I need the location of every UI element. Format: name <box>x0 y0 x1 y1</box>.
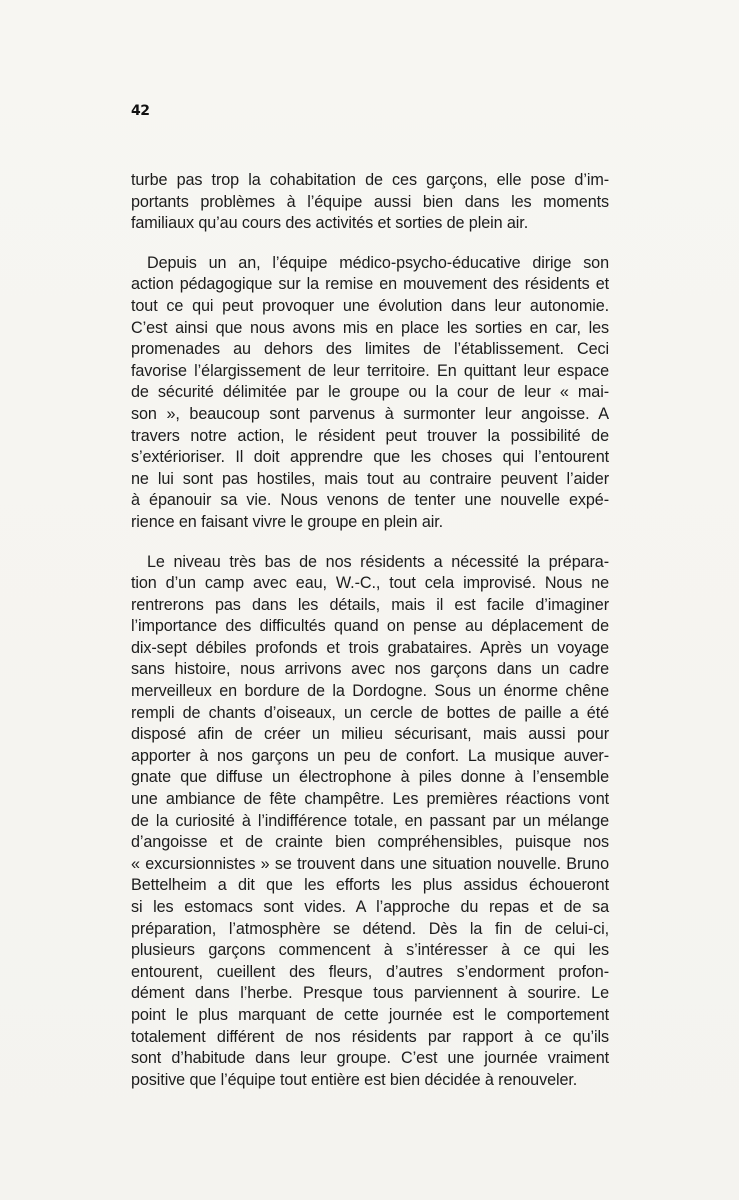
text-line: C’est ainsi que nous avons mis en place les sorties en car, les <box>131 318 609 337</box>
text-line: dix-sept débiles profonds et trois grabataires. Après un voyage <box>131 638 609 657</box>
text-line: turbe pas trop la cohabitation de ces garçons, elle pose d’im- <box>131 171 609 189</box>
text-line: Depuis un an, l’équipe médico-psycho-éducative dirige son <box>147 253 609 272</box>
text-line: totalement différent de nos résidents par rapport à ce qu’ils <box>131 1027 609 1046</box>
text-line: Bettelheim a dit que les efforts les plus assidus échoueront <box>131 876 609 895</box>
text-line: positive que l’équipe tout entière est bien décidée à renouveler. <box>131 1070 578 1089</box>
text-line: rentrerons pas dans les détails, mais il est facile d’imaginer <box>131 595 609 614</box>
text-line: ne lui sont pas hostiles, mais tout au contraire peuvent l’aider <box>131 469 609 488</box>
paragraph-3 <box>131 552 609 1092</box>
paragraph-2 <box>131 253 609 534</box>
text-line: travers notre action, le résident peut trouver la possibilité de <box>131 426 609 445</box>
text-line: merveilleux en bordure de la Dordogne. Sous un énorme chêne <box>131 682 609 701</box>
text-line: action pédagogique sur la remise en mouvement des résidents et <box>131 275 609 294</box>
text-line: tion d’un camp avec eau, W.-C., tout cela improvisé. Nous ne <box>131 574 609 593</box>
text-line: point le plus marquant de cette journée est le comportement <box>131 1005 609 1024</box>
text-line: promenades au dehors des limites de l’établissement. Ceci <box>131 340 609 359</box>
text-line: rience en faisant vivre le groupe en plein air. <box>131 512 444 531</box>
text-line: plusieurs garçons commencent à s’intéresser à ce qui les <box>131 941 609 960</box>
text-line: l’importance des difficultés quand on pense au déplacement de <box>131 617 609 636</box>
text-line: sont d’habitude dans leur groupe. C’est une journée vraiment <box>131 1049 609 1068</box>
text-line: s’extérioriser. Il doit apprendre que les choses qui l’entourent <box>131 448 609 467</box>
text-line: familiaux qu’au cours des activités et sorties de plein air. <box>131 214 529 233</box>
text-line: gnate que diffuse un électrophone à piles donne à l’ensemble <box>131 768 609 787</box>
text-line: « excursionnistes » se trouvent dans une situation nouvelle. Bruno <box>131 854 609 873</box>
text-line: son », beaucoup sont parvenus à surmonter leur angoisse. A <box>131 404 609 423</box>
text-line: portants problèmes à l’équipe aussi bien dans les moments <box>131 192 609 211</box>
text-line: si les estomacs sont vides. A l’approche du repas et de sa <box>131 898 609 916</box>
text-line: de la curiosité à l’indifférence totale, en passant par un mélange <box>131 811 609 830</box>
paragraph-1 <box>131 170 609 235</box>
text-line: à épanouir sa vie. Nous venons de tenter une nouvelle expé- <box>131 491 609 510</box>
text-line: favorise l’élargissement de leur territoire. En quittant leur espace <box>131 361 609 380</box>
text-line: sans histoire, nous arrivons avec nos garçons dans un cadre <box>131 660 609 679</box>
text-line: de sécurité délimitée par le groupe ou la cour de leur « mai- <box>131 383 609 402</box>
text-line: préparation, l’atmosphère se détend. Dès la fin de celui-ci, <box>131 919 609 938</box>
body-text <box>131 170 609 1109</box>
text-line: Le niveau très bas de nos résidents a nécessité la prépara- <box>147 552 609 571</box>
text-line: apporter à nos garçons un peu de confort. La musique auver- <box>131 746 609 765</box>
text-line: entourent, cueillent des fleurs, d’autres s’endorment profon- <box>131 962 609 981</box>
text-line: d’angoisse et de crainte bien compréhensibles, puisque nos <box>131 833 609 852</box>
text-line: disposé afin de créer un milieu sécurisant, mais aussi pour <box>131 725 609 744</box>
text-line: dément dans l’herbe. Presque tous parviennent à sourire. Le <box>131 984 609 1003</box>
text-line: une ambiance de fête champêtre. Les premières réactions vont <box>131 790 609 809</box>
text-line: tout ce qui peut provoquer une évolution dans leur autonomie. <box>131 296 609 315</box>
text-line: rempli de chants d’oiseaux, un cercle de bottes de paille a été <box>131 703 609 722</box>
page-number: 42 <box>131 103 150 119</box>
